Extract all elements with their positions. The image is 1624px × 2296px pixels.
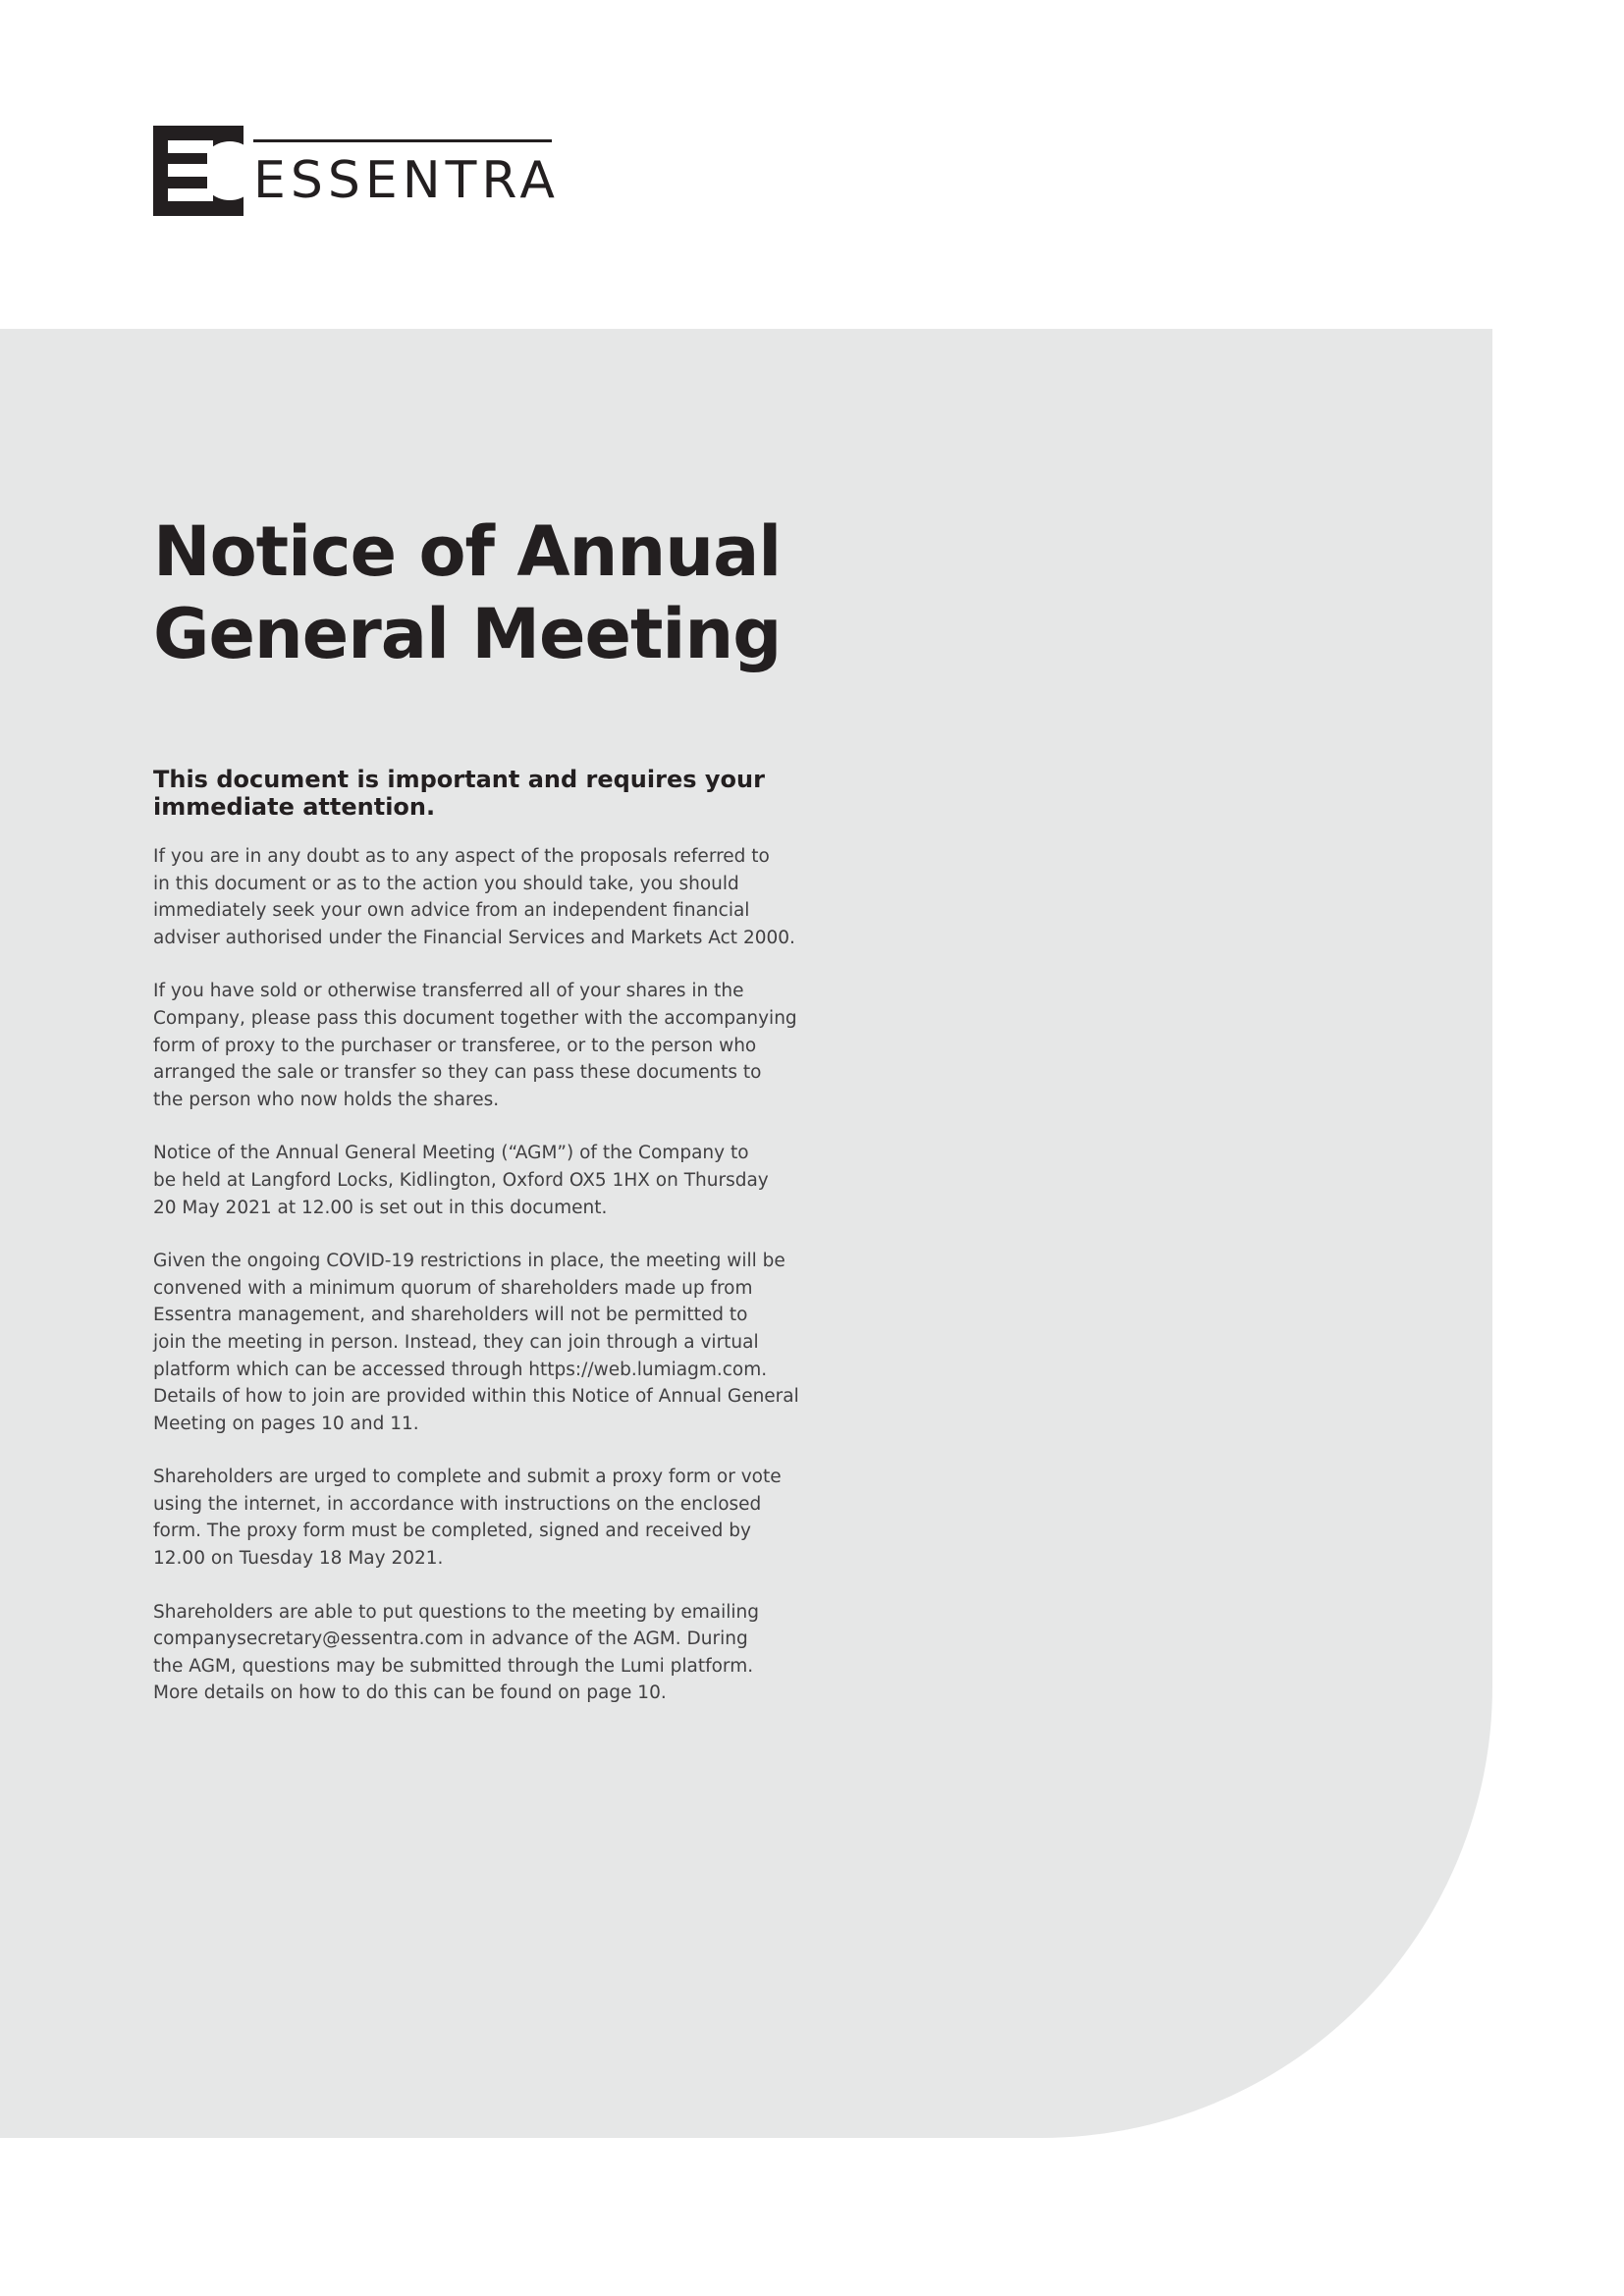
paragraph-agm-details: Notice of the Annual General Meeting (“AGM”) of the Company to be held at Langford Locks, Kidlington, Oxford OX5 1HX on Thursday 20 May 2021 at 12.00 is set out in this document. — [153, 1143, 769, 1218]
document-title-line-1: Notice of Annual — [153, 511, 782, 592]
paragraph-covid-restrictions: Given the ongoing COVID-19 restrictions in place, the meeting will be convened with a minimum quorum of shareholders made up from Essentra management, and shareholders will not be permitted to join the meeting in person. Instead, they can join through a virtual platform which can be accessed through https://web.lumiagm.com. Details of how to join are provided within this Notice of Annual General Meeting on pages 10 and 11. — [153, 1251, 799, 1434]
logo-rule — [253, 139, 552, 142]
paragraph-questions: Shareholders are able to put questions to the meeting by emailing companysecretary@essentra.com in advance of the AGM. During the AGM, questions may be submitted through the Lumi platform. More details on how to do this can be found on page 10. — [153, 1601, 760, 1704]
paragraph-proxy-form: Shareholders are urged to complete and submit a proxy form or vote using the internet, in accordance with instructions on the enclosed form. The proxy form must be completed, signed and received by 12.00 on Tuesday 18 May 2021. — [153, 1467, 782, 1570]
essentra-logo — [153, 126, 560, 216]
document-title — [153, 510, 860, 675]
document-title-line-2: General Meeting — [153, 594, 782, 674]
cover-content — [153, 510, 860, 1707]
paragraph-financial-advice: If you are in any doubt as to any aspect of the proposals referred to in this document or as to the action you should take, you should immediately seek your own advice from an independent financial adviser authorised under the Financial Services and Markets Act 2000. — [153, 846, 795, 948]
important-notice-heading: This document is important and requires your immediate attention. — [153, 766, 765, 821]
essentra-logo-mark-icon — [153, 126, 244, 216]
logo-wordmark: ESSENTRA — [253, 151, 560, 210]
paragraph-transferred-shares: If you have sold or otherwise transferred all of your shares in the Company, please pass this document together with the accompanying form of proxy to the purchaser or transferee, or to the person who arranged the sale or transfer so they can pass these documents to the person who now holds the shares. — [153, 981, 797, 1110]
